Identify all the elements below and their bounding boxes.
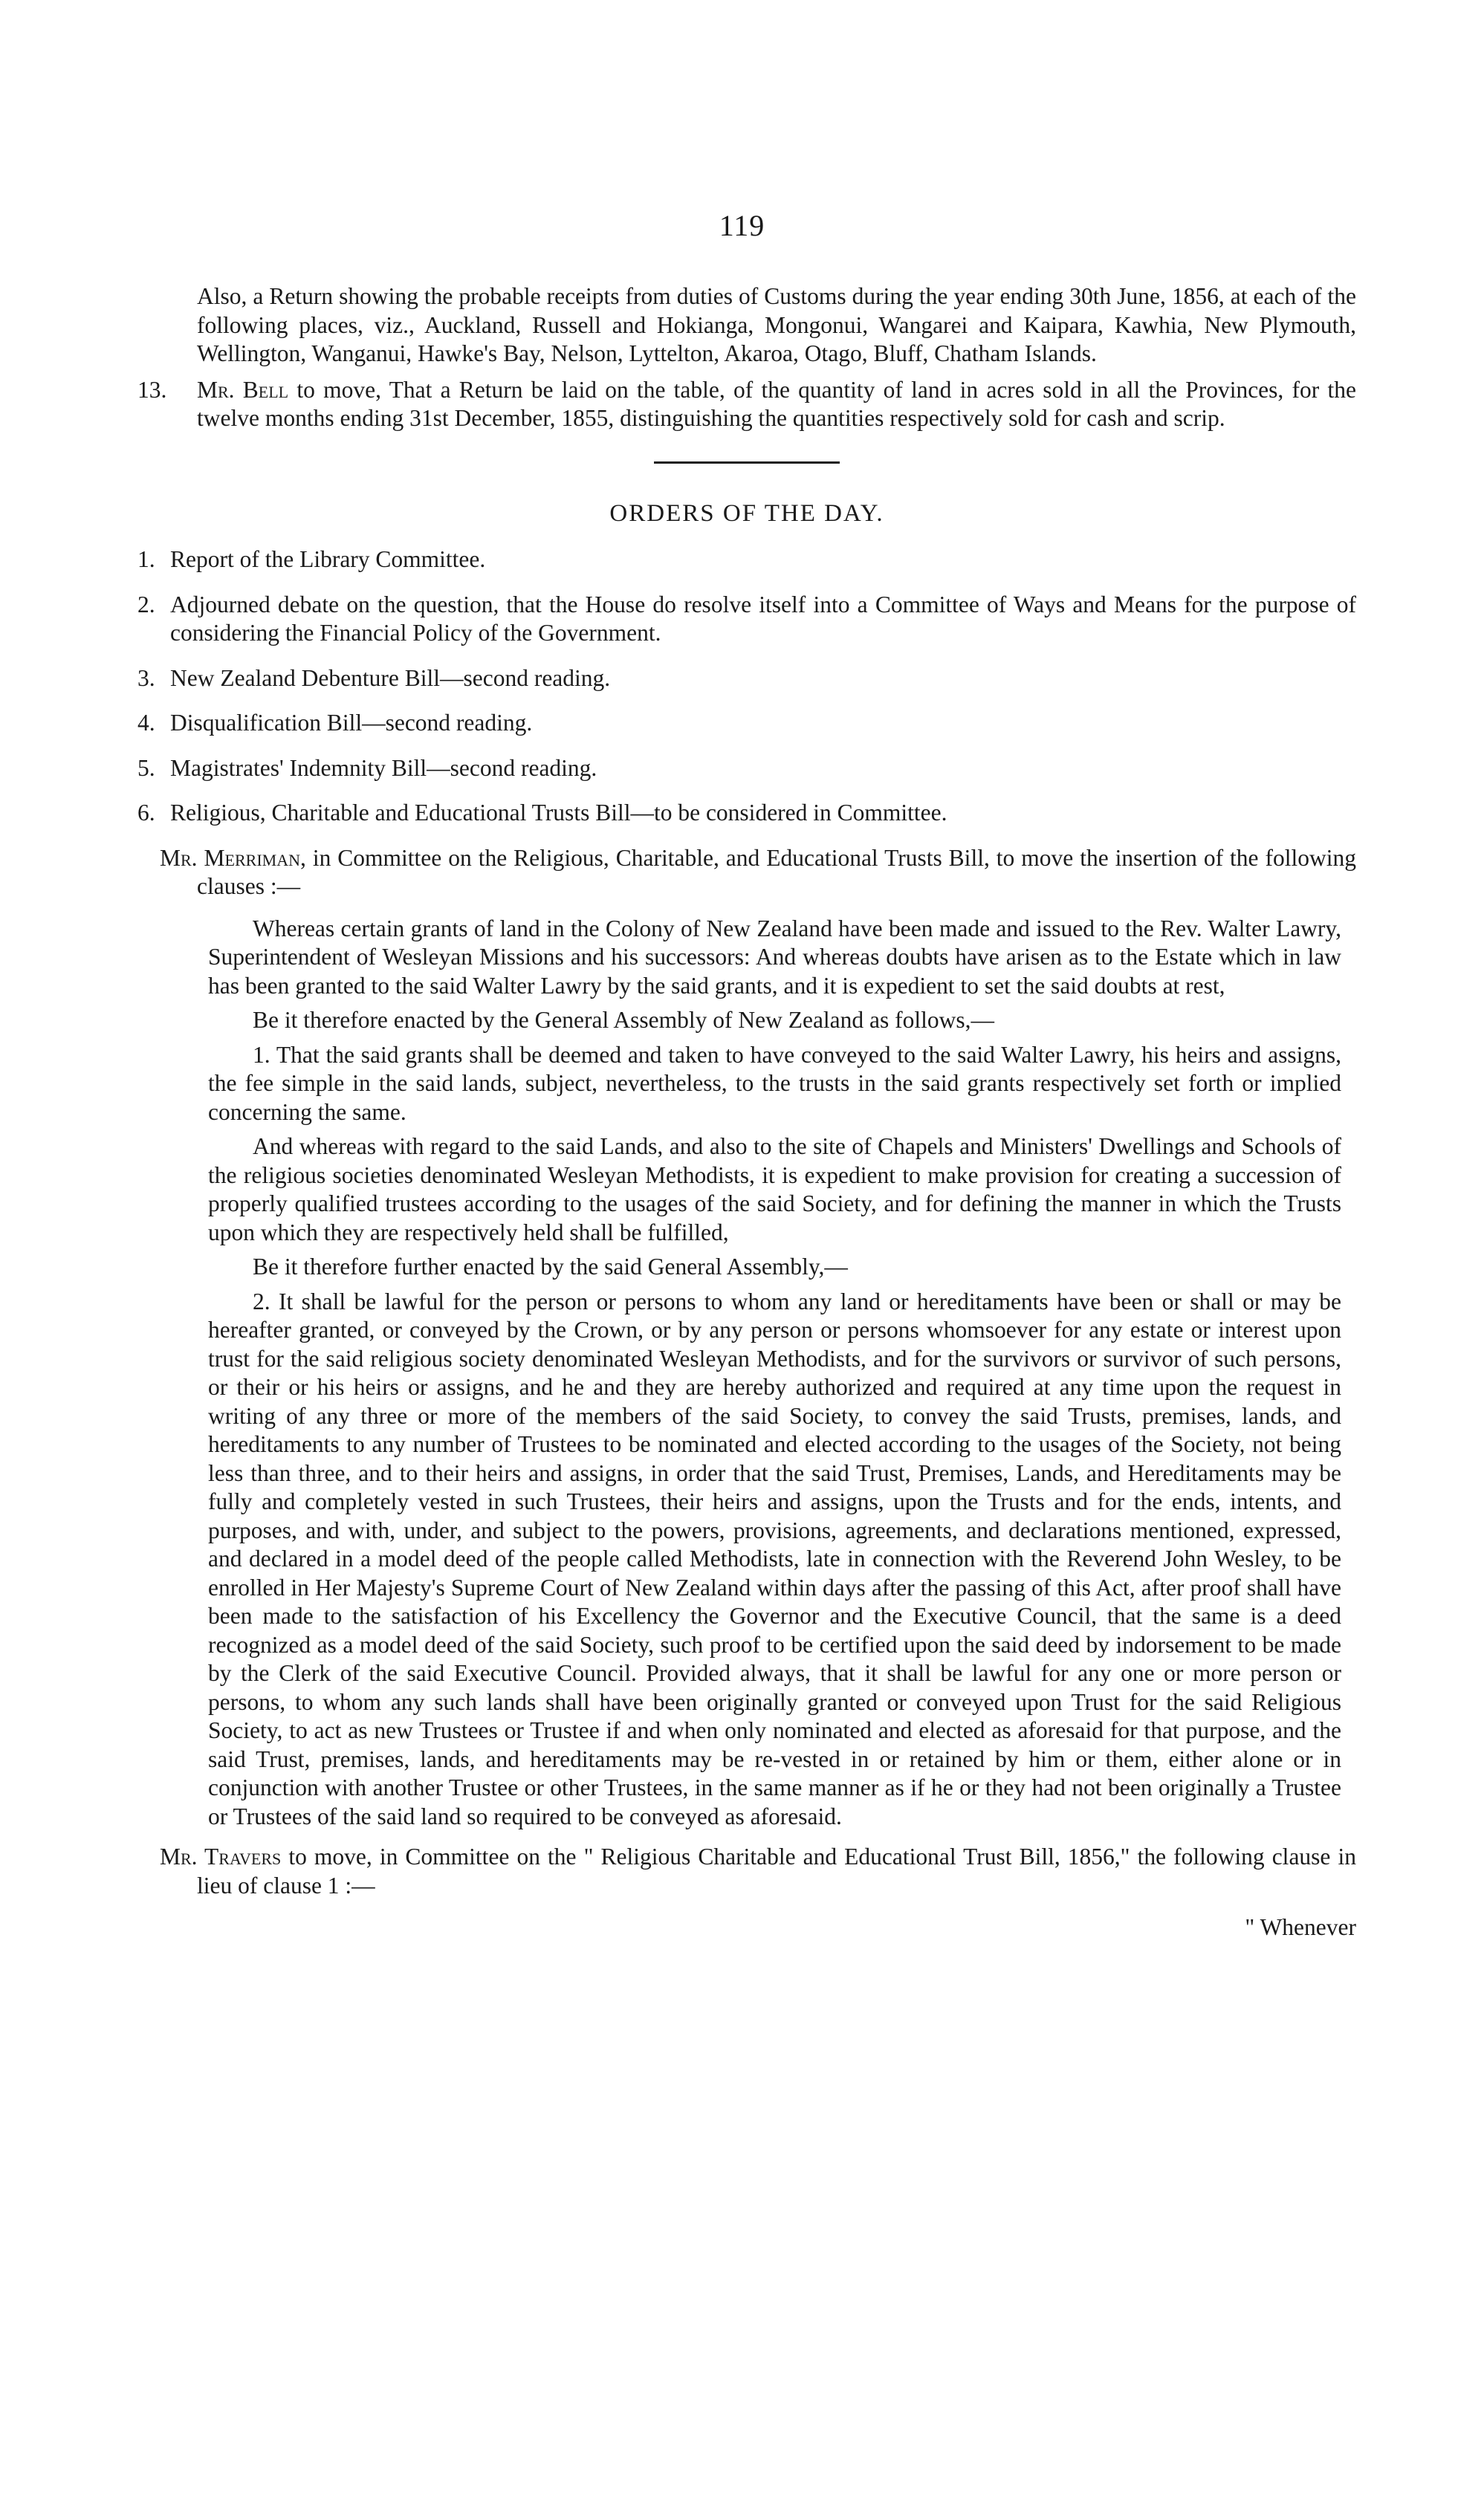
merriman-motion (137, 844, 1356, 901)
member-name: Mr. Travers (160, 1844, 282, 1870)
order-number: 6. (137, 800, 155, 826)
member-name: Mr. Bell (197, 376, 289, 403)
order-text: Adjourned debate on the question, that the House do resolve itself into a Committee of Ways and Means for the purpose of considering the Financial Policy of the Government. (170, 591, 1356, 646)
page-number: 119 (719, 209, 765, 242)
clause-whereas: And whereas with regard to the said Lands, and also to the site of Chapels and Ministers' Dwellings and Schools of the religious societies denominated Wesleyan Methodists, it is expedient to make provision for creating a succession of properly qualified trustees according to the usages of the said Society, and for defining the manner in which the Trusts upon which they are respectively held shall be fulfilled, (208, 1133, 1341, 1245)
section-divider (654, 461, 840, 464)
order-item (137, 664, 1356, 693)
member-name: Mr. Merriman (160, 844, 300, 871)
clause-2: 2. It shall be lawful for the person or persons to whom any land or hereditaments have been or shall or may be hereafter granted, or conveyed by the Crown, or by any person or persons whomsoever for any estate or interest upon trust for the said religious society denominated Wesleyan Methodists, and for the survivors or survivor of such persons, or their or his heirs or assigns, and he and they are hereby authorized and required at any time upon the request in writing of any three or more of the members of the said Society, to convey the said Trusts, premises, lands, and hereditaments to any number of Trustees to be nominated and elected according to the usages of the Society, not being less than three, and to their heirs and assigns, in order that the said Trust, Premises, Lands, and Hereditaments may be fully and completely vested in such Trustees, their heirs and assigns, upon the Trusts and for the ends, intents, and purposes, and with, under, and subject to the powers, provisions, agreements, and declarations mentioned, expressed, and declared in a model deed of the people called Methodists, late in connection with the Reverend John Wesley, to be enrolled in Her Majesty's Supreme Court of New Zealand within days after the passing of this Act, after proof shall have been made to the satisfaction of his Excellency the Governor and the Executive Council, that the same is a deed recognized as a model deed of the said Society, such proof to be certified upon the said deed by indorsement to be made by the Clerk of the said Executive Council. Provided always, that it shall be lawful for any one or more person or persons, to whom any such lands shall have been originally granted or conveyed upon Trust for the said Religious Society, to act as new Trustees or Trustee if and when only nominated and elected as aforesaid for that purpose, and the said Trust, premises, lands, and hereditaments may be re-vested in or retained by him or them, either alone or in conjunction with another Trustee or other Trustees, in the same manner as if he or they had not been originally a Trustee or Trustees of the said land so required to be conveyed as aforesaid. (208, 1288, 1341, 1829)
order-number: 1. (137, 546, 155, 572)
order-number: 4. (137, 710, 155, 736)
motion-text: to move, in Committee on the " Religious Charitable and Educational Trust Bill, 1856," the following clause in lieu of clause 1 :— (197, 1844, 1356, 1899)
clause-preamble: Whereas certain grants of land in the Colony of New Zealand have been made and issued to the Rev. Walter Lawry, Superintendent of Wesleyan Missions and his successors: And whereas doubts have arisen as to the Estate which in law has been granted to the said Walter Lawry by the said grants, and it is expedient to set the said doubts at rest, (208, 915, 1341, 999)
notice-item-13 (137, 376, 1356, 433)
travers-motion (137, 1843, 1356, 1900)
orders-heading: ORDERS OF THE DAY. (609, 499, 884, 527)
clause-further-enacting: Be it therefore further enacted by the said General Assembly,— (253, 1254, 848, 1280)
customs-return-paragraph: Also, a Return showing the probable receipts from duties of Customs during the year ending 30th June, 1856, at each of the following places, viz., Auckland, Russell and Hokianga, Mongonui, Wangarei and Kaipara, Kawhia, New Plymouth, Wellington, Wanganui, Hawke's Bay, Nelson, Lyttelton, Akaroa, Otago, Bluff, Chatham Islands. (197, 283, 1356, 366)
order-text: Disqualification Bill—second reading. (170, 710, 533, 736)
order-item (137, 545, 1356, 574)
catchword: " Whenever (1245, 1914, 1356, 1940)
motion-text: , in Committee on the Religious, Charitable, and Educational Trusts Bill, to move the insertion of the following clauses :— (197, 844, 1356, 899)
order-item (137, 754, 1356, 783)
order-number: 3. (137, 664, 155, 691)
document-body (137, 282, 1356, 1942)
item-number: 13. (137, 376, 167, 403)
order-text: Magistrates' Indemnity Bill—second reading. (170, 754, 597, 781)
notice-text: to move, That a Return be laid on the table, of the quantity of land in acres sold in all the Provinces, for the twelve months ending 31st December, 1855, distinguishing the quantities respectively sold for cash and scrip. (197, 376, 1356, 431)
clause-enacting: Be it therefore enacted by the General Assembly of New Zealand as follows,— (253, 1007, 995, 1033)
order-text: New Zealand Debenture Bill—second reading. (170, 664, 611, 691)
order-number: 2. (137, 591, 155, 617)
order-text: Report of the Library Committee. (170, 546, 486, 572)
order-item (137, 799, 1356, 828)
order-item (137, 709, 1356, 738)
order-item (137, 591, 1356, 648)
order-text: Religious, Charitable and Educational Trusts Bill—to be considered in Committee. (170, 800, 947, 826)
order-number: 5. (137, 754, 155, 781)
clause-1: 1. That the said grants shall be deemed and taken to have conveyed to the said Walter Lawry, his heirs and assigns, the fee simple in the said lands, subject, nevertheless, to the trusts in the said grants respectively set forth or implied concerning the same. (208, 1041, 1341, 1125)
